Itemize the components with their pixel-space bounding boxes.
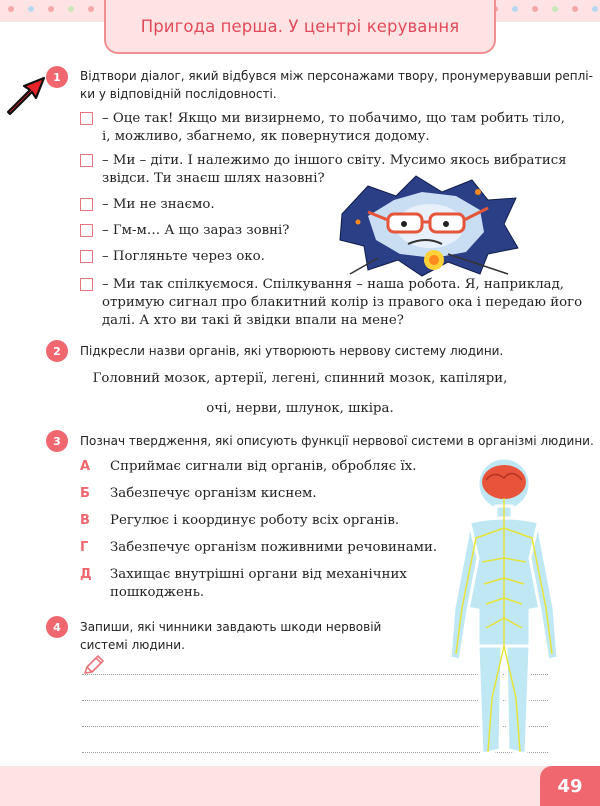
task-1-number: 1 xyxy=(46,66,68,88)
option-text xyxy=(110,485,317,503)
dialogue-item xyxy=(80,110,565,146)
dialogue-line: звідси. Ти знаєш шлях назовні? xyxy=(102,171,325,186)
organs-list-line[interactable]: Головний мозок, артерії, легені, спинний мозок, капіляри, xyxy=(92,371,508,386)
dialogue-item xyxy=(80,222,289,240)
statement-option[interactable] xyxy=(80,485,317,503)
number-box[interactable] xyxy=(80,112,93,125)
option-text xyxy=(110,566,407,602)
dialogue-line: – Погляньте через око. xyxy=(102,249,265,264)
option-line: Регулює і координує роботу всіх органів. xyxy=(110,513,400,528)
task-4-title-line: системі людини. xyxy=(80,638,185,652)
dialogue-line: – Ми так спілкуємося. Спілкування – наша робота. Я, наприклад, xyxy=(102,277,565,292)
human-nervous-system-illustration xyxy=(446,458,562,764)
number-box[interactable] xyxy=(80,278,93,291)
task-2-title: Підкресли назви органів, які утворюють нервову систему людини. xyxy=(80,344,504,358)
dialogue-line: і, можливо, збагнемо, як повернутися додому. xyxy=(102,129,430,144)
organs-list-line[interactable]: очі, нерви, шлунок, шкіра. xyxy=(206,401,394,416)
option-text xyxy=(110,539,437,557)
option-line: Сприймає сигнали від органів, обробляє їх. xyxy=(110,459,417,474)
option-letter: В xyxy=(80,513,90,528)
task-2-number: 2 xyxy=(46,340,68,362)
nerve-cell-character-illustration xyxy=(338,174,520,278)
task-3-number: 3 xyxy=(46,430,68,452)
task-4-title-line: Запиши, які чинники завдають шкоди нервовій xyxy=(80,620,382,634)
task-1-title-line: ки у відповідній послідовності. xyxy=(80,87,277,101)
dialogue-line: – Гм-м… А що зараз зовні? xyxy=(102,223,290,238)
option-line: Забезпечує організм поживними речовинами. xyxy=(110,540,438,555)
decorative-dots-left xyxy=(8,6,114,16)
task-4-number: 4 xyxy=(46,616,68,638)
task-1-title xyxy=(80,67,593,103)
dialogue-line: – Ми не знаємо. xyxy=(102,197,215,212)
task-1-title-line: Відтвори діалог, який відбувся між персонажами твору, пронумерувавши реплі- xyxy=(80,69,593,83)
option-letter: Г xyxy=(80,540,89,555)
red-arrow-icon xyxy=(6,74,50,120)
option-letter: А xyxy=(80,459,91,474)
dialogue-item xyxy=(80,276,582,330)
page-title: Пригода перша. У центрі керування xyxy=(140,16,460,36)
dialogue-line: – Оце так! Якщо ми визирнемо, то побачимо, що там робить тіло, xyxy=(102,111,565,126)
dialogue-text xyxy=(102,110,565,146)
dialogue-text xyxy=(102,276,582,330)
statement-option[interactable] xyxy=(80,458,416,476)
task-4-title xyxy=(80,618,381,654)
option-text xyxy=(110,458,416,476)
statement-option[interactable] xyxy=(80,512,399,530)
statement-option[interactable] xyxy=(80,566,407,602)
option-line: Забезпечує організм киснем. xyxy=(110,486,317,501)
pencil-icon xyxy=(82,654,106,676)
dialogue-line: далі. А хто ви такі й звідки впали на мене? xyxy=(102,313,404,328)
statement-option[interactable] xyxy=(80,539,437,557)
dialogue-line: отримую сигнал про блакитний колір із правого ока і передаю його xyxy=(102,295,583,310)
option-letter: Д xyxy=(80,567,92,582)
option-text xyxy=(110,512,399,530)
option-line: пошкоджень. xyxy=(110,585,205,600)
dialogue-line: – Ми – діти. І належимо до іншого світу. Мусимо якось вибратися xyxy=(102,153,567,168)
number-box[interactable] xyxy=(80,224,93,237)
dialogue-item xyxy=(80,196,215,214)
page-number: 49 xyxy=(557,775,583,797)
decorative-dots-right xyxy=(492,6,598,16)
page-title-tab xyxy=(104,0,496,54)
dialogue-text xyxy=(102,222,289,240)
footer-band xyxy=(0,766,600,806)
number-box[interactable] xyxy=(80,250,93,263)
task-3-title: Познач твердження, які описують функції нервової системи в організмі людини. xyxy=(80,434,594,448)
number-box[interactable] xyxy=(80,198,93,211)
dialogue-item xyxy=(80,248,265,266)
option-letter: Б xyxy=(80,486,90,501)
option-line: Захищає внутрішні органи від механічних xyxy=(110,567,407,582)
page-number-tab xyxy=(540,766,600,806)
dialogue-text xyxy=(102,196,215,214)
number-box[interactable] xyxy=(80,154,93,167)
dialogue-text xyxy=(102,248,265,266)
